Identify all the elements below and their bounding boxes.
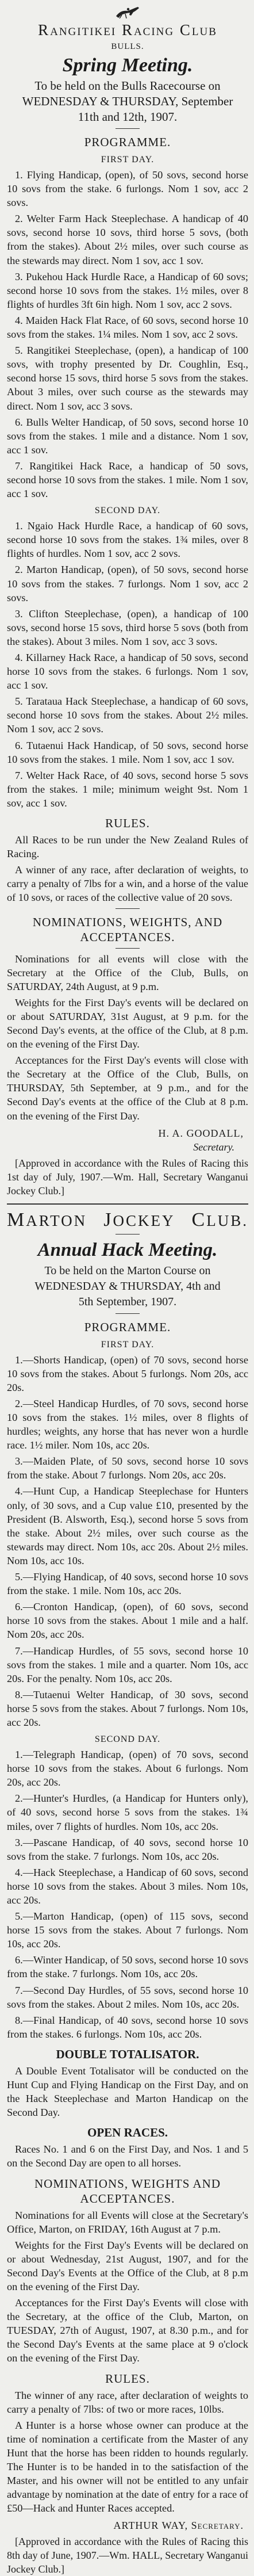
marton-open-races-text: Races No. 1 and 6 on the First Day, and Nos. 1 and 5 on the Second Day are open to all horses.: [7, 2143, 248, 2169]
race-item: 5. Tarataua Hack Steeplechase, a handicap of 60 sovs, second horse 10 sovs from the stakes. About 2½ miles. Nom 1 sov, acc 2 sovs.: [7, 695, 248, 735]
marton-approval: [Approved in accordance with the Rules of Racing this 8th day of June, 1907.—Wm. HALL, Secretary Wanganui Jockey Club.]: [7, 2536, 248, 2575]
divider: [116, 948, 140, 949]
marton-second-day-heading: SECOND DAY.: [94, 1734, 161, 1745]
race-item: 1. Ngaio Hack Hurdle Race, a handicap of 60 sovs, second horse 10 sovs from the stakes. 1¾ miles, over 8 flights of hurdles. Nom 1 sov, acc 2 sovs.: [7, 520, 248, 560]
rangitikei-lede-2: WEDNESDAY & THURSDAY, September: [22, 94, 233, 108]
marton-totalisator-text: A Double Event Totalisator will be conducted on the Hunt Cup and Flying Handicap on the First Day, and on the Hack Steeplechase and Marton Handicap on the Second Day.: [7, 2065, 248, 2119]
race-item: 8.—Final Handicap, of 40 sovs, second horse 10 sovs from the stakes. 6 furlongs. Nom 10s, acc 20s.: [7, 2014, 248, 2040]
marton-programme-heading: PROGRAMME.: [84, 1320, 171, 1334]
divider: [116, 1234, 140, 1235]
divider: [116, 1313, 140, 1314]
race-item: 6.—Winter Handicap, of 50 sovs, second horse 10 sovs from the stake. 7 furlongs. Nom 10s, acc 20s.: [7, 1954, 248, 1980]
rangitikei-meeting-title: Spring Meeting.: [62, 55, 193, 76]
rangitikei-second-day-list: [7, 519, 248, 810]
rangitikei-advertisement: [7, 5, 248, 1198]
marton-rules-text: The winner of any race, after declaration of weights to carry a penalty of 7lbs: of two or more races, 10lbs.: [7, 2389, 248, 2415]
rangitikei-lede-1: To be held on the Bulls Racecourse on: [34, 79, 221, 93]
race-item: 7. Welter Hack Race, of 40 sovs, second horse 5 sovs from the stakes. 1 mile; minimum weight 9st. Nom 1 sov, acc 1 sov.: [7, 769, 248, 809]
rangitikei-approval: [Approved in accordance with the Rules of Racing this 1st day of July, 1907.—Wm. Hall, Secretary Wanganui Jockey Club.]: [7, 1157, 248, 1197]
race-item: 6. Tutaenui Hack Handicap, of 50 sovs, second horse 10 sovs from the stakes. 1 mile. Nom 1 sov, acc 1 sov.: [7, 739, 248, 765]
race-item: 7.—Second Day Hurdles, of 55 sovs, second horse 10 sovs from the stakes. About 2 miles. Nom 10s, acc 20s.: [7, 1984, 248, 2010]
race-item: 4. Killarney Hack Race, a handicap of 50 sovs, second horse 10 sovs from the stakes. 6 furlongs. Nom 1 sov, acc 1 sov.: [7, 652, 248, 691]
rangitikei-subtitle: BULLS.: [111, 42, 144, 51]
marton-nominations-text: Weights for the First Day's Events will be declared on or about Wednesday, 21st August, 1907, and for the Second Day's Events at the Office of the Club, at 8 p.m on the evening of the First Day.: [7, 2239, 248, 2292]
marton-club-title: MARTON JOCKEY CLUB.: [7, 1209, 248, 1230]
race-item: 7.—Handicap Hurdles, of 55 sovs, second horse 10 sovs from the stakes. 1 mile and a quarter. Nom 10s, acc 20s. For the penalty. Nom 10s, acc 20s.: [7, 1645, 248, 1684]
race-item: 3.—Maiden Plate, of 50 sovs, second horse 10 sovs from the stake. About 7 furlongs. Nom 20s, acc 20s.: [7, 1455, 248, 1481]
race-item: 4.—Hunt Cup, a Handicap Steeplechase for Hunters only, of 30 sovs, and a Cup value £10, presented by the President (B. Alsworth, Esq.), second horse 5 sovs from the stake. About 2½ miles, over such course as the stewards may direct. Nom 10s, acc 20s. About 2½ miles. Nom 10s, acc 10s.: [7, 1485, 248, 1566]
marton-nominations-text: Acceptances for the First Day's Events will close with the Secretary, at the office of the Club, Marton, on TUESDAY, 27th of August, 1907, at 8.30 p.m., and for the Second Day's Events at the same place at 9 o'clock on the evening of the First Day.: [7, 2297, 248, 2364]
marton-lede-1: To be held on the Marton Course on: [44, 1264, 211, 1277]
race-item: 7. Rangitikei Hack Race, a handicap of 50 sovs, second horse 10 sovs from the stakes. 1 mile. Nom 1 sov, acc 1 sov.: [7, 460, 248, 500]
race-item: 4.—Hack Steeplechase, a Handicap of 60 sovs, second horse 10 sovs from the stakes. About 3 miles. Nom 10s, acc 20s.: [7, 1866, 248, 1906]
rangitikei-nominations-text: Nominations for all events will close with the Secretary at the Office of the Club, Bulls, on SATURDAY, 24th August, at 9 p.m.: [7, 953, 248, 992]
marton-lede-3: 5th September, 1907.: [78, 1295, 177, 1308]
rangitikei-secretary-role: Secretary.: [193, 1141, 234, 1153]
marton-second-day-list: [7, 1748, 248, 2041]
race-item: 2.—Hunter's Hurdles, (a Handicap for Hunters only), of 40 sovs, second horse 5 sovs from the stakes. 1¾ miles, over 7 flights of hurdles. Nom 10s, acc 20s.: [7, 1793, 248, 1832]
marton-open-races-heading: OPEN RACES.: [87, 2126, 168, 2140]
race-item: 1.—Shorts Handicap, (open) of 70 sovs, second horse 10 sovs from the stakes. About 5 furlongs. Nom 20s, acc 20s.: [7, 1354, 248, 1393]
marton-advertisement: [7, 1210, 248, 2576]
race-item: 1. Flying Handicap, (open), of 50 sovs, second horse 10 sovs from the stake. 6 furlongs. Nom 1 sov, acc 2 sovs.: [7, 169, 248, 209]
rangitikei-secretary-name: H. A. GOODALL,: [158, 1127, 244, 1139]
rangitikei-club-title: RANGITIKEI RACING CLUB: [38, 21, 217, 39]
race-item: 5.—Marton Handicap, (open) of 115 sovs, second horse 15 sovs from the stakes. About 7 furlongs. Nom 10s, acc 20s.: [7, 1910, 248, 1950]
race-item: 8.—Tutaenui Welter Handicap, of 30 sovs, second horse 5 sovs from the stakes. About 7 furlongs. Nom 10s, acc 20s.: [7, 1688, 248, 1728]
race-item: 5.—Flying Handicap, of 40 sovs, second horse 10 sovs from the stake. 1 mile. Nom 10s, acc 20s.: [7, 1571, 248, 1597]
marton-secretary-line: ARTHUR WAY, Secretary.: [113, 2520, 244, 2532]
race-item: 6.—Cronton Handicap, (open), of 60 sovs, second horse 10 sovs from the stakes. About 1 mile and a half. Nom 20s, acc 20s.: [7, 1601, 248, 1641]
race-item: 2.—Steel Handicap Hurdles, of 70 sovs, second horse 10 sovs from the stakes. 1½ miles, over 8 flights of hurdles; weights, any horse that has never won a hurdle race. 1½ miler. Nom 10s, acc 20s.: [7, 1397, 248, 1451]
marton-nominations-text: Nominations for all Events will close at the Secretary's Office, Marton, on FRIDAY, 16th August at 7 p.m.: [7, 2209, 248, 2235]
marton-nominations-heading: NOMINATIONS, WEIGHTS AND ACCEPTANCES.: [34, 2176, 221, 2206]
race-item: 3. Clifton Steeplechase, (open), a handicap of 100 sovs, second horse 15 sovs, third horse 5 sovs (both from the stakes). About 3 miles. Nom 1 sov, acc 3 sovs.: [7, 607, 248, 647]
racehorse-icon: [114, 5, 141, 20]
marton-meeting-title: Annual Hack Meeting.: [37, 1239, 218, 1260]
race-item: 5. Rangitikei Steeplechase, (open), a handicap of 100 sovs, with trophy presented by Dr. Coughlin, Esq., second horse 15 sovs, third horse 5 sovs from the stakes. About 3 miles, over such course as the stewards may direct. Nom 1 sov, acc 3 sovs.: [7, 345, 248, 412]
marton-rules-text: A Hunter is a horse whose owner can produce at the time of nomination a certificate from the Master of any Hunt that the horse has been ridden to hounds regularly. The Hunter is to be handed in to the satisfaction of the Master, and his owner will not be entitled to any unfair advantage by nomination at the date of entry for a race of £50—Hack and Hunter Races accepted.: [7, 2419, 248, 2514]
race-item: 4. Maiden Hack Flat Race, of 60 sovs, second horse 10 sovs from the stakes. 1¼ miles. Nom 1 sov, acc 2 sovs.: [7, 314, 248, 341]
divider: [116, 128, 140, 129]
race-item: 3. Pukehou Hack Hurdle Race, a Handicap of 60 sovs; second horse 10 sovs from the stakes. 1½ miles, over 8 flights of hurdles 3ft 6in high. Nom 1 sov, acc 2 sovs.: [7, 270, 248, 310]
marton-lede-2: WEDNESDAY & THURSDAY, 4th and: [34, 1279, 221, 1293]
rangitikei-programme-heading: PROGRAMME.: [84, 135, 171, 149]
rangitikei-second-day-heading: SECOND DAY.: [94, 506, 161, 516]
rangitikei-nominations-text: Acceptances for the First Day's events will close with the Secretary at the Office of the Club, Bulls, on THURSDAY, 5th September, at 9 p.m., and for the Second Day's events at the office of the Club at 8 p.m. on the evening of the First Day.: [7, 1054, 248, 1122]
marton-first-day-heading: FIRST DAY.: [101, 1339, 155, 1350]
race-item: 6. Bulls Welter Handicap, of 50 sovs, second horse 10 sovs from the stakes. 1 mile and a distance. Nom 1 sov, acc 1 sov.: [7, 416, 248, 456]
rangitikei-lede-3: 11th and 12th, 1907.: [78, 110, 178, 124]
rangitikei-rules-text: All Races to be run under the New Zealand Rules of Racing.: [7, 834, 248, 860]
marton-rules-heading: RULES.: [105, 2371, 150, 2386]
section-divider: [7, 1203, 248, 1205]
rangitikei-nominations-heading: NOMINATIONS, WEIGHTS, AND ACCEPTANCES.: [32, 915, 223, 944]
rangitikei-nominations-text: Weights for the First Day's events will be declared on or about SATURDAY, 31st August, at 9 p.m. for the Second Day's events, at the office of the Club, at 8 p.m. on the evening of the First Day.: [7, 996, 248, 1050]
race-item: 3.—Pascane Handicap, of 40 sovs, second horse 10 sovs from the stake. 7 furlongs. Nom 10s, acc 20s.: [7, 1836, 248, 1862]
divider: [116, 908, 140, 909]
rangitikei-rules-text: A winner of any race, after declaration of weights, to carry a penalty of 7lbs for a win, and a horse of the value of 10 sovs, or races of the collective value of 20 sovs.: [7, 864, 248, 904]
race-item: 1.—Telegraph Handicap, (open) of 70 sovs, second horse 10 sovs from the stakes. About 6 furlongs. Nom 20s, acc 20s.: [7, 1749, 248, 1788]
rangitikei-first-day-list: [7, 168, 248, 500]
marton-first-day-list: [7, 1353, 248, 1729]
race-item: 2. Marton Handicap, (open), of 50 sovs, second horse 10 sovs from the stakes. 7 furlongs. Nom 1 sov, acc 2 sovs.: [7, 564, 248, 603]
rangitikei-rules-heading: RULES.: [105, 816, 150, 831]
rangitikei-first-day-heading: FIRST DAY.: [101, 155, 155, 165]
marton-totalisator-heading: DOUBLE TOTALISATOR.: [56, 2047, 199, 2061]
race-item: 2. Welter Farm Hack Steeplechase. A handicap of 40 sovs, second horse 10 sovs, third horse 5 sovs, (both from the stakes). About 2½ miles, over such course as the stewards may direct. Nom 1 sov, acc 1 sov.: [7, 213, 248, 266]
